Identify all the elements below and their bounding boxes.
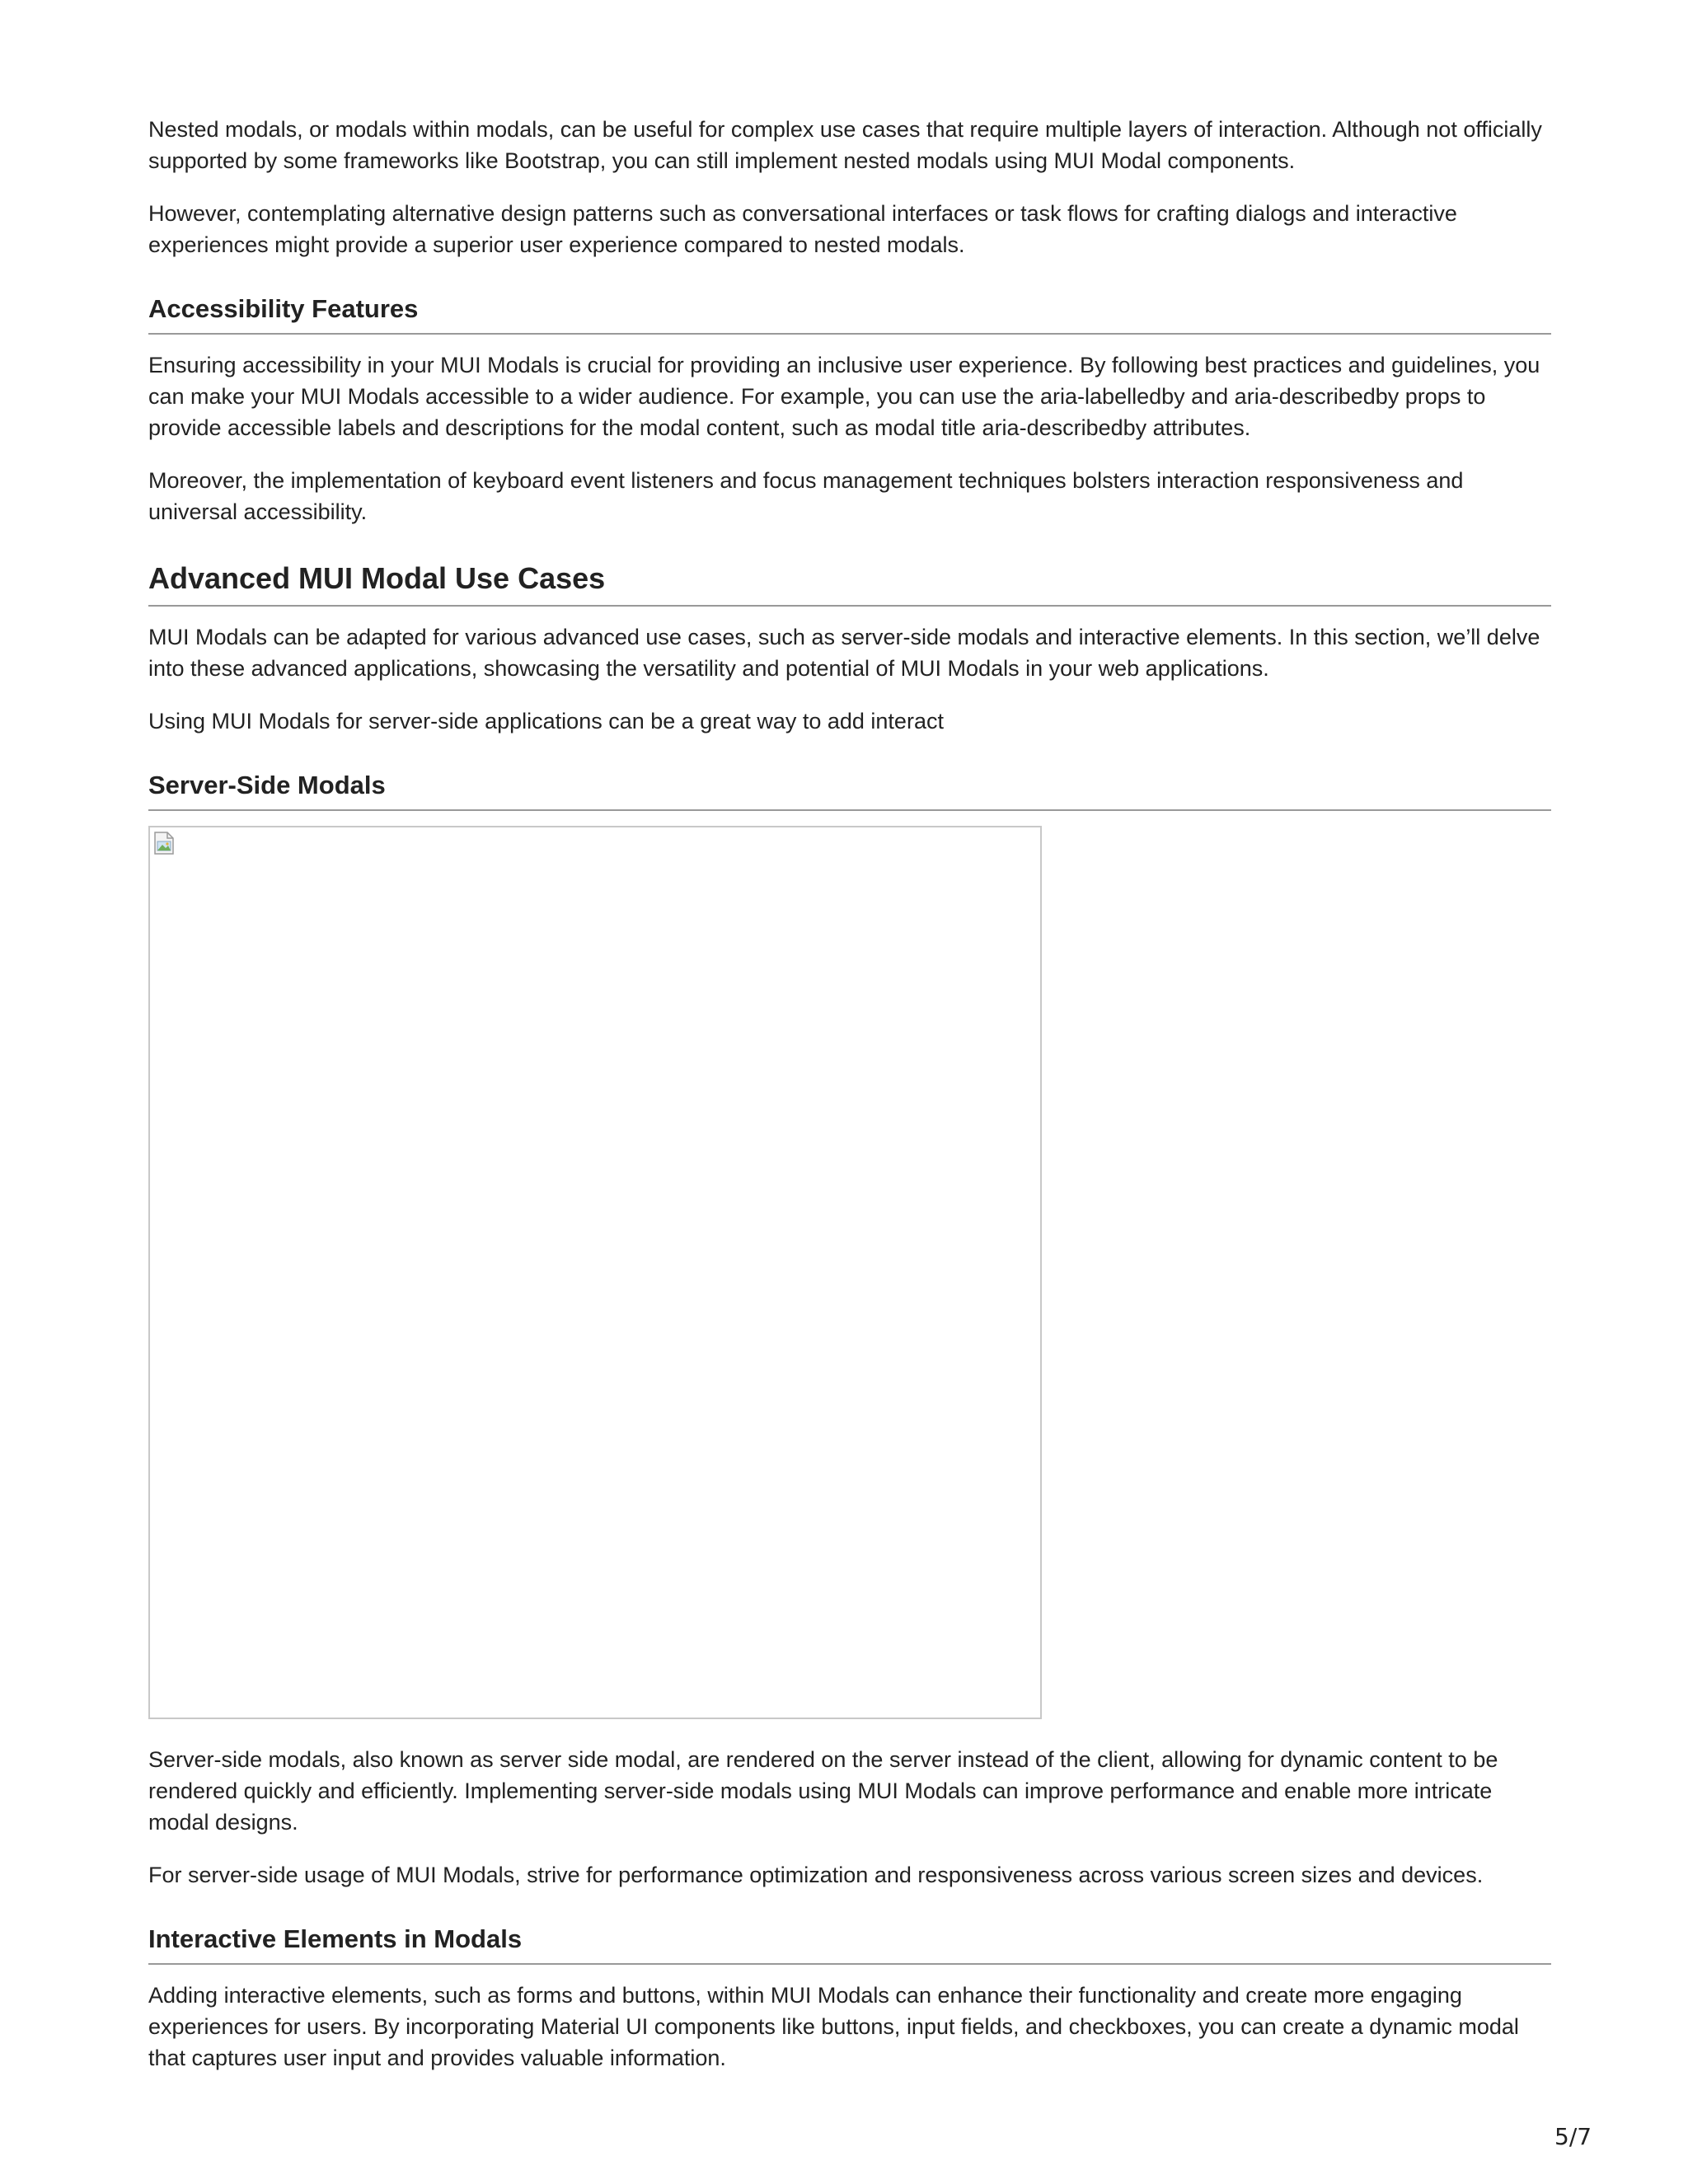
paragraph-server-side-optimization: For server-side usage of MUI Modals, strive for performance optimization and responsiveness across various screen sizes and devices. — [148, 1863, 1484, 1887]
heading-advanced-use-cases: Advanced MUI Modal Use Cases — [148, 560, 1551, 607]
paragraph-interactive-elements: Adding interactive elements, such as forms and buttons, within MUI Modals can enhance their functionality and create more engaging experiences for users. By incorporating Material UI components like buttons, input fields, and checkboxes, you can create a dynamic modal that captures user input and provides valuable information. — [148, 1983, 1519, 2070]
paragraph-accessibility-intro: Ensuring accessibility in your MUI Modals is crucial for providing an inclusive user experience. By following best practices and guidelines, you can make your MUI Modals accessible to a wider audience. For example, you can use the aria-labelledby and aria-describedby props to provide accessible labels and descriptions for the modal content, such as modal title aria-describedby attributes. — [148, 353, 1540, 440]
heading-server-side-modals: Server-Side Modals — [148, 770, 1551, 811]
document-page — [148, 114, 1551, 2095]
paragraph-nested-modals: Nested modals, or modals within modals, can be useful for complex use cases that require multiple layers of interaction. Although not officially supported by some frameworks like Bootstrap, you can still implement nested modals using MUI Modal components. — [148, 117, 1542, 173]
broken-image-icon — [153, 831, 175, 855]
broken-image — [148, 826, 1042, 1719]
heading-accessibility-features: Accessibility Features — [148, 293, 1551, 335]
paragraph-keyboard-focus: Moreover, the implementation of keyboard event listeners and focus management techniques bolsters interaction responsiveness and universal accessibility. — [148, 468, 1464, 524]
heading-interactive-elements: Interactive Elements in Modals — [148, 1924, 1551, 1965]
page-number: 5/7 — [1554, 2123, 1592, 2150]
paragraph-server-side-description: Server-side modals, also known as server side modal, are rendered on the server instead of the client, allowing for dynamic content to be rendered quickly and efficiently. Implementing server-side modals using MUI Modals can improve performance and enable more intricate modal designs. — [148, 1747, 1498, 1835]
paragraph-server-side-truncated: Using MUI Modals for server-side applications can be a great way to add interact — [148, 709, 944, 733]
paragraph-advanced-intro: MUI Modals can be adapted for various advanced use cases, such as server-side modals and interactive elements. In this section, we’ll delve into these advanced applications, showcasing the versatility and potential of MUI Modals in your web applications. — [148, 625, 1540, 681]
paragraph-alternative-patterns: However, contemplating alternative design patterns such as conversational interfaces or task flows for crafting dialogs and interactive experiences might provide a superior user experience compared to nested modals. — [148, 201, 1457, 257]
